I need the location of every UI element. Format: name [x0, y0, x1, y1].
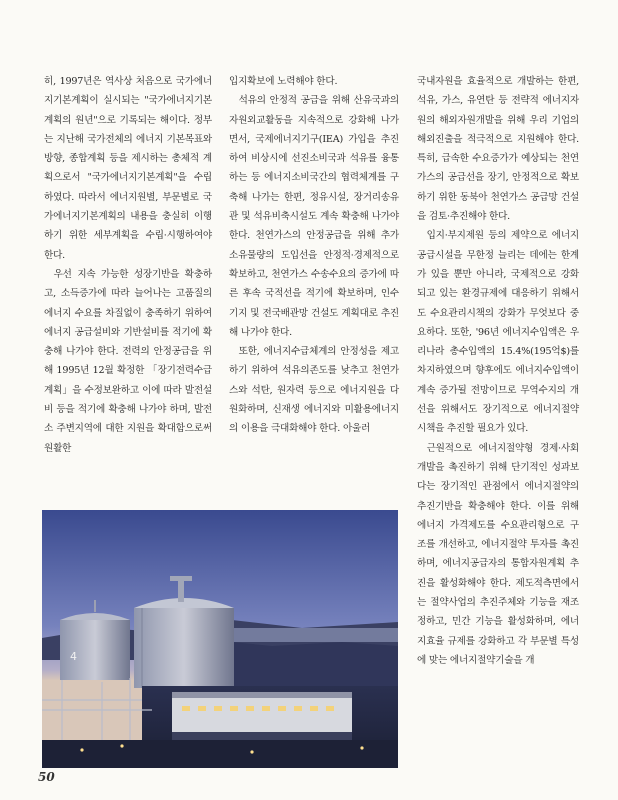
paragraph: 또한, 에너지수급체계의 안정성을 제고하기 위하여 석유의존도를 낮추고 천연가스와 석탄, 원자력 등으로 에너지원을 다원화하며, 신재생 에너지와 미활용에너지의 이용을 극대화해야 한다. 아울러 — [229, 346, 399, 435]
paragraph: 우선 지속 가능한 성장기반을 확충하고, 소득증가에 따라 늘어나는 고품질의 에너지 수요를 차질없이 충족하기 위하여 에너지 공급설비와 기반설비를 적기에 확충해 나가야 한다. 전력의 안정공급을 위해 1995년 12월 확정한 「장기전력수급계획」을 수정보완하고 이에 따라 발전설비 등을 적기에 확충해 나가야 하며, 발전소 주변지역에 대한 지원을 확대함으로써 원활한 — [44, 268, 212, 454]
paragraph: 히, 1997년은 역사상 처음으로 국가에너지기본계획이 실시되는 "국가에너지기본계획의 원년"으로 기록되는 해이다. 정부는 지난해 국가전체의 에너지 기본목표와 방향, 종합계획 등을 제시하는 총체적 계획으로서 "국가에너지기본계획"을 수립하였다. 따라서 에너지원별, 부문별로 국가에너지기본계획의 내용을 충실히 이행하기 위한 세부계획을 수립·시행하여야 한다. — [44, 76, 212, 261]
text-column-3 — [417, 72, 579, 670]
page-number: 50 — [38, 770, 55, 784]
paragraph: 입지확보에 노력해야 한다. — [229, 76, 338, 87]
paragraph: 근원적으로 에너지절약형 경제·사회 개발을 촉진하기 위해 단기적인 성과보다는 장기적인 관점에서 에너지절약의 추진기반을 확충해야 한다. 이를 위해 에너지 가격제도를 수요관리형으로 구조를 개선하고, 에너지절약 투자를 촉진하며, 에너지공급자의 통합자원계획 추진을 활성화해야 한다. 제도적측면에서는 절약사업의 추진주체와 기능을 재조정하고, 민간 기능을 활성화하며, 에너지효율 규제를 강화하고 각 부문별 특성에 맞는 에너지절약기술을 개 — [417, 442, 579, 666]
paragraph: 석유의 안정적 공급을 위해 산유국과의 자원외교활동을 지속적으로 강화해 나가면서, 국제에너지기구(IEA) 가입을 추진하여 비상시에 선진소비국과 석유를 융통하는 등 에너지소비국간의 협력체계를 구축해 나가는 한편, 정유시설, 장거리송유관 및 석유비축시설도 계속 확충해 나가야 한다. 천연가스의 안정공급을 위해 추가 소유물량의 도입선을 안정적·경제적으로 확보하고, 천연가스 수송수요의 증가에 따른 후속 국적선을 적기에 확보하며, 인수기지 및 전국배관망 건설도 계획대로 추진해 나가야 한다. — [229, 95, 399, 338]
lng-terminal-illustration — [42, 510, 398, 768]
paragraph: 입지·부지제원 등의 제약으로 에너지공급시설을 무한정 늘리는 데에는 한계가 있을 뿐만 아니라, 국제적으로 강화되고 있는 환경규제에 대응하기 위해서도 수요관리시책의 강화가 무엇보다 중요하다. 또한, '96년 에너지수입액은 우리나라 총수입액의 15.4%(195억$)를 차지하였으며 향후에도 에너지수입액이 계속 증가될 전망이므로 무역수지의 개선을 위해서도 장기적으로 에너지절약시책을 추진할 필요가 있다. — [417, 230, 579, 435]
text-column-1 — [44, 72, 212, 458]
paragraph: 국내자원을 효율적으로 개발하는 한편, 석유, 가스, 유연탄 등 전략적 에너지자원의 해외자원개발을 위해 우리 기업의 해외진출을 적극적으로 지원해야 한다. 특히, 급속한 수요증가가 예상되는 천연가스의 공급선을 장기, 안정적으로 확보하기 위한 동북아 천연가스 공급망 건설을 검토·추진해야 한다. — [417, 76, 579, 223]
text-column-2 — [229, 72, 399, 439]
tank-marking: 4 — [70, 650, 77, 663]
lng-terminal-photo — [42, 510, 398, 768]
